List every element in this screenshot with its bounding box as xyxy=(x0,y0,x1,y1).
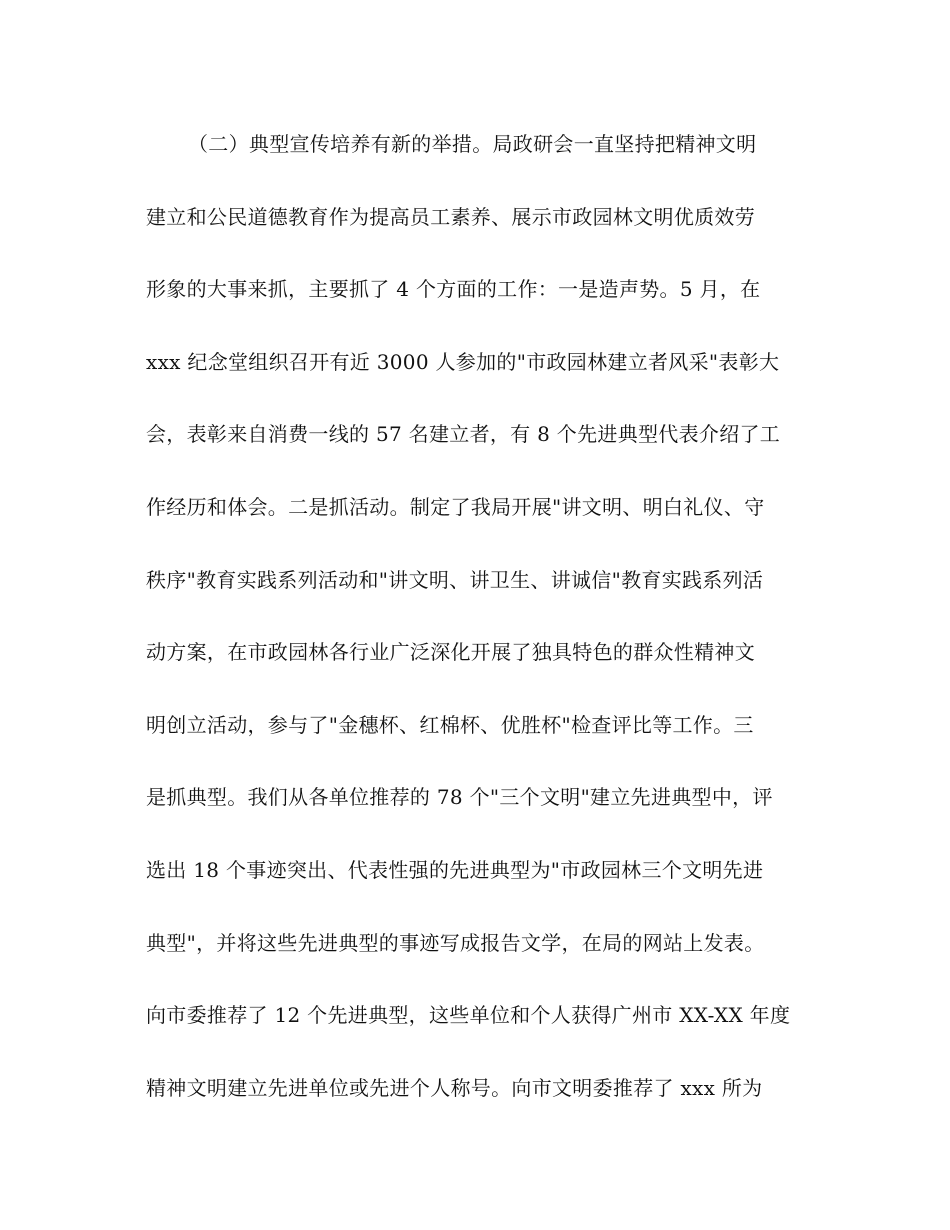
paragraph-line: 是抓典型。我们从各单位推荐的 78 个"三个文明"建立先进典型中，评 xyxy=(146,785,773,810)
paragraph-line: 秩序"教育实践系列活动和"讲文明、讲卫生、讲诚信"教育实践系列活 xyxy=(146,567,764,592)
paragraph-line: 形象的大事来抓，主要抓了 4 个方面的工作：一是造声势。5 月，在 xyxy=(146,277,761,302)
paragraph-line: 选出 18 个事迹突出、代表性强的先进典型为"市政园林三个文明先进 xyxy=(146,857,764,882)
paragraph-line: 作经历和体会。二是抓活动。制定了我局开展"讲文明、明白礼仪、守 xyxy=(146,494,765,519)
paragraph-line: 动方案，在市政园林各行业广泛深化开展了独具特色的群众性精神文 xyxy=(146,640,755,665)
paragraph-line: 明创立活动，参与了"金穗杯、红棉杯、优胜杯"检查评比等工作。三 xyxy=(146,712,754,737)
paragraph-line: xxx 纪念堂组织召开有近 3000 人参加的"市政园林建立者风采"表彰大 xyxy=(146,349,780,374)
paragraph-line: （二）典型宣传培养有新的举措。局政研会一直坚持把精神文明 xyxy=(188,132,757,156)
paragraph-line: 精神文明建立先进单位或先进个人称号。向市文明委推荐了 xxx 所为 xyxy=(146,1075,763,1100)
paragraph-line: 典型"，并将这些先进典型的事迹写成报告文学，在局的网站上发表。 xyxy=(146,930,765,955)
paragraph-line: 会，表彰来自消费一线的 57 名建立者，有 8 个先进典型代表介绍了工 xyxy=(146,422,781,447)
paragraph-line: 向市委推荐了 12 个先进典型，这些单位和个人获得广州市 XX-XX 年度 xyxy=(146,1003,791,1028)
body-text xyxy=(146,126,806,1142)
paragraph-line: 建立和公民道德教育作为提高员工素养、展示市政园林文明优质效劳 xyxy=(146,204,755,229)
